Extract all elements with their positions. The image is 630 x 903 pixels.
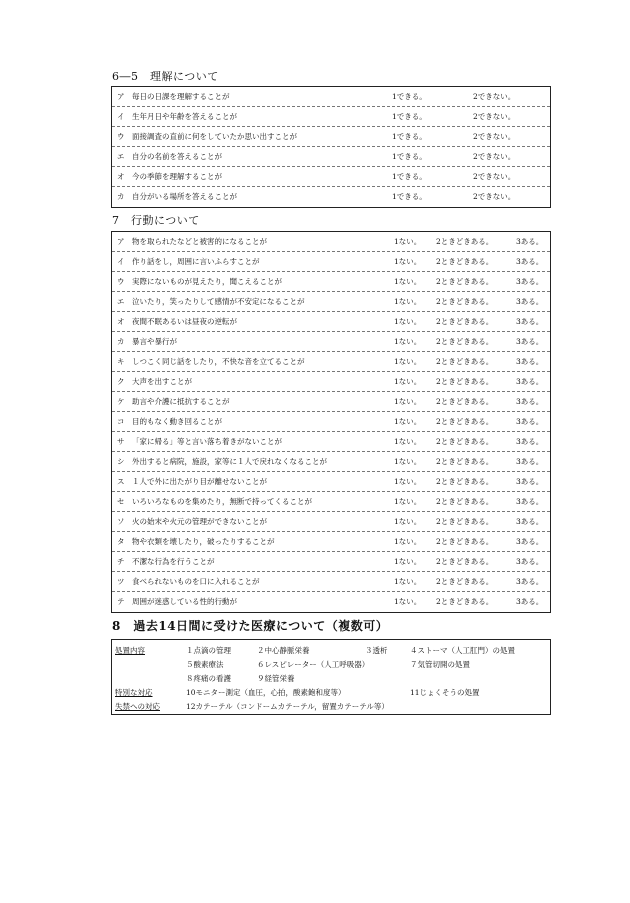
option-none[interactable]: 1ない。 xyxy=(394,477,422,486)
option-none[interactable]: 1ない。 xyxy=(394,257,422,266)
treatment-option-7[interactable]: ７気管切開の処置 xyxy=(410,660,470,669)
item-text: 自分の名前を答えることが xyxy=(132,152,222,161)
option-none[interactable]: 1ない。 xyxy=(394,457,422,466)
item-letter: オ xyxy=(117,172,125,181)
option-sometimes[interactable]: 2ときどきある。 xyxy=(436,317,494,326)
item-text: 「家に帰る」等と言い落ち着きがないことが xyxy=(132,437,282,446)
option-sometimes[interactable]: 2ときどきある。 xyxy=(436,517,494,526)
table-row xyxy=(112,147,550,167)
option-can[interactable]: 1できる。 xyxy=(392,132,427,141)
treatment-option-5[interactable]: ５酸素療法 xyxy=(186,660,224,669)
option-sometimes[interactable]: 2ときどきある。 xyxy=(436,337,494,346)
option-cannot[interactable]: 2できない。 xyxy=(473,132,516,141)
item-letter: ケ xyxy=(117,397,125,406)
item-text: いろいろなものを集めたり，無断で持ってくることが xyxy=(132,497,312,506)
option-none[interactable]: 1ない。 xyxy=(394,377,422,386)
treatment-option-9[interactable]: ９経管栄養 xyxy=(257,674,295,683)
table-row xyxy=(112,352,550,372)
option-sometimes[interactable]: 2ときどきある。 xyxy=(436,437,494,446)
table-row xyxy=(112,392,550,412)
special-care-label: 特別な対応 xyxy=(115,688,153,697)
item-text: 不潔な行為を行うことが xyxy=(132,557,215,566)
item-text: 今の季節を理解することが xyxy=(132,172,222,181)
option-sometimes[interactable]: 2ときどきある。 xyxy=(436,497,494,506)
option-sometimes[interactable]: 2ときどきある。 xyxy=(436,237,494,246)
item-text: 食べられないものを口に入れることが xyxy=(132,577,260,586)
item-letter: シ xyxy=(117,457,125,466)
option-yes[interactable]: 3ある。 xyxy=(516,557,544,566)
option-yes[interactable]: 3ある。 xyxy=(516,397,544,406)
option-cannot[interactable]: 2できない。 xyxy=(473,152,516,161)
item-letter: セ xyxy=(117,497,125,506)
option-can[interactable]: 1できる。 xyxy=(392,92,427,101)
option-can[interactable]: 1できる。 xyxy=(392,192,427,201)
option-none[interactable]: 1ない。 xyxy=(394,317,422,326)
option-yes[interactable]: 3ある。 xyxy=(516,437,544,446)
table-row xyxy=(112,167,550,187)
table-row xyxy=(112,272,550,292)
option-yes[interactable]: 3ある。 xyxy=(516,257,544,266)
item-letter: イ xyxy=(117,257,125,266)
option-yes[interactable]: 3ある。 xyxy=(516,517,544,526)
table-row xyxy=(112,187,550,207)
table-row xyxy=(112,532,550,552)
option-none[interactable]: 1ない。 xyxy=(394,497,422,506)
option-yes[interactable]: 3ある。 xyxy=(516,477,544,486)
option-sometimes[interactable]: 2ときどきある。 xyxy=(436,537,494,546)
table-row xyxy=(112,492,550,512)
item-text: 火の始末や火元の管理ができないことが xyxy=(132,517,267,526)
item-letter: ク xyxy=(117,377,125,386)
option-none[interactable]: 1ない。 xyxy=(394,237,422,246)
option-yes[interactable]: 3ある。 xyxy=(516,357,544,366)
special-option-10[interactable]: 10モニター測定（血圧，心拍，酸素飽和度等） xyxy=(186,688,346,697)
incontinence-option-12[interactable]: 12カテーテル（コンドームカテーテル，留置カテーテル等） xyxy=(186,702,389,711)
option-sometimes[interactable]: 2ときどきある。 xyxy=(436,277,494,286)
section-65-title: 6―5 理解について xyxy=(112,70,219,83)
option-sometimes[interactable]: 2ときどきある。 xyxy=(436,577,494,586)
option-cannot[interactable]: 2できない。 xyxy=(473,92,516,101)
item-letter: ス xyxy=(117,477,125,486)
option-yes[interactable]: 3ある。 xyxy=(516,597,544,606)
medical-care-box xyxy=(111,639,551,715)
item-letter: ウ xyxy=(117,277,125,286)
option-can[interactable]: 1できる。 xyxy=(392,152,427,161)
item-text: 物や衣類を壊したり，破ったりすることが xyxy=(132,537,275,546)
option-sometimes[interactable]: 2ときどきある。 xyxy=(436,457,494,466)
table-row xyxy=(112,372,550,392)
table-row xyxy=(112,127,550,147)
table-row xyxy=(112,312,550,332)
option-yes[interactable]: 3ある。 xyxy=(516,377,544,386)
option-sometimes[interactable]: 2ときどきある。 xyxy=(436,557,494,566)
option-none[interactable]: 1ない。 xyxy=(394,357,422,366)
option-none[interactable]: 1ない。 xyxy=(394,397,422,406)
table-row xyxy=(112,87,550,107)
item-text: 周囲が迷惑している性的行動が xyxy=(132,597,237,606)
treatment-option-8[interactable]: ８疼痛の看護 xyxy=(186,674,231,683)
option-cannot[interactable]: 2できない。 xyxy=(473,192,516,201)
option-none[interactable]: 1ない。 xyxy=(394,337,422,346)
item-letter: エ xyxy=(117,152,125,161)
table-row xyxy=(112,592,550,612)
table-row xyxy=(112,252,550,272)
item-letter: テ xyxy=(117,597,125,606)
item-letter: ア xyxy=(117,92,125,101)
option-cannot[interactable]: 2できない。 xyxy=(473,172,516,181)
section-8-title: 8 過去14日間に受けた医療について（複数可） xyxy=(112,619,389,633)
option-none[interactable]: 1ない。 xyxy=(394,577,422,586)
item-text: 自分がいる場所を答えることが xyxy=(132,192,237,201)
option-yes[interactable]: 3ある。 xyxy=(516,277,544,286)
option-sometimes[interactable]: 2ときどきある。 xyxy=(436,257,494,266)
behavior-table xyxy=(111,231,551,613)
item-text: 物を取られたなどと被害的になることが xyxy=(132,237,267,246)
item-letter: ツ xyxy=(117,577,125,586)
item-letter: カ xyxy=(117,192,125,201)
item-text: 大声を出すことが xyxy=(132,377,192,386)
item-letter: キ xyxy=(117,357,125,366)
treatment-option-3[interactable]: ３透析 xyxy=(365,646,388,655)
option-yes[interactable]: 3ある。 xyxy=(516,577,544,586)
item-letter: カ xyxy=(117,337,125,346)
option-can[interactable]: 1できる。 xyxy=(392,112,427,121)
table-row xyxy=(112,107,550,127)
treatment-option-6[interactable]: ６レスピレーター（人工呼吸器） xyxy=(257,660,370,669)
item-text: 夜間不眠あるいは昼夜の逆転が xyxy=(132,317,237,326)
table-row xyxy=(112,332,550,352)
option-sometimes[interactable]: 2ときどきある。 xyxy=(436,297,494,306)
item-text: 作り話をし，周囲に言いふらすことが xyxy=(132,257,260,266)
item-text: 助言や介護に抵抗することが xyxy=(132,397,230,406)
item-text: しつこく同じ話をしたり，不快な音を立てることが xyxy=(132,357,305,366)
item-letter: ウ xyxy=(117,132,125,141)
table-row xyxy=(112,232,550,252)
item-letter: ソ xyxy=(117,517,125,526)
option-yes[interactable]: 3ある。 xyxy=(516,537,544,546)
option-sometimes[interactable]: 2ときどきある。 xyxy=(436,597,494,606)
option-yes[interactable]: 3ある。 xyxy=(516,457,544,466)
option-yes[interactable]: 3ある。 xyxy=(516,237,544,246)
item-text: 目的もなく動き回ることが xyxy=(132,417,222,426)
option-none[interactable]: 1ない。 xyxy=(394,437,422,446)
option-can[interactable]: 1できる。 xyxy=(392,172,427,181)
item-letter: サ xyxy=(117,437,125,446)
option-none[interactable]: 1ない。 xyxy=(394,517,422,526)
option-none[interactable]: 1ない。 xyxy=(394,537,422,546)
item-letter: チ xyxy=(117,557,125,566)
option-cannot[interactable]: 2できない。 xyxy=(473,112,516,121)
table-row xyxy=(112,472,550,492)
option-yes[interactable]: 3ある。 xyxy=(516,297,544,306)
table-row xyxy=(112,572,550,592)
table-row xyxy=(112,412,550,432)
section-7-title: 7 行動について xyxy=(112,214,200,227)
option-sometimes[interactable]: 2ときどきある。 xyxy=(436,377,494,386)
treatment-label: 処置内容 xyxy=(115,646,145,655)
item-letter: エ xyxy=(117,297,125,306)
option-yes[interactable]: 3ある。 xyxy=(516,337,544,346)
item-text: 生年月日や年齢を答えることが xyxy=(132,112,237,121)
table-row xyxy=(112,292,550,312)
item-letter: イ xyxy=(117,112,125,121)
item-letter: ア xyxy=(117,237,125,246)
option-yes[interactable]: 3ある。 xyxy=(516,497,544,506)
treatment-option-1[interactable]: １点滴の管理 xyxy=(186,646,231,655)
treatment-option-4[interactable]: ４ストーマ（人工肛門）の処置 xyxy=(410,646,515,655)
option-sometimes[interactable]: 2ときどきある。 xyxy=(436,417,494,426)
option-sometimes[interactable]: 2ときどきある。 xyxy=(436,477,494,486)
table-row xyxy=(112,432,550,452)
item-text: 毎日の日課を理解することが xyxy=(132,92,230,101)
item-text: 外出すると病院，施設，家等に１人で戻れなくなることが xyxy=(132,457,327,466)
option-none[interactable]: 1ない。 xyxy=(394,297,422,306)
table-row xyxy=(112,512,550,532)
option-none[interactable]: 1ない。 xyxy=(394,417,422,426)
item-letter: オ xyxy=(117,317,125,326)
item-text: 実際にないものが見えたり，聞こえることが xyxy=(132,277,282,286)
table-row xyxy=(112,452,550,472)
special-option-11[interactable]: 11じょくそうの処置 xyxy=(410,688,480,697)
table-row xyxy=(112,552,550,572)
option-yes[interactable]: 3ある。 xyxy=(516,417,544,426)
understanding-table xyxy=(111,86,551,208)
item-text: 面接調査の直前に何をしていたか思い出すことが xyxy=(132,132,297,141)
option-sometimes[interactable]: 2ときどきある。 xyxy=(436,397,494,406)
item-letter: コ xyxy=(117,417,125,426)
item-text: 泣いたり，笑ったりして感情が不安定になることが xyxy=(132,297,305,306)
item-text: １人で外に出たがり目が離せないことが xyxy=(132,477,267,486)
option-sometimes[interactable]: 2ときどきある。 xyxy=(436,357,494,366)
option-yes[interactable]: 3ある。 xyxy=(516,317,544,326)
option-none[interactable]: 1ない。 xyxy=(394,557,422,566)
treatment-option-2[interactable]: ２中心静脈栄養 xyxy=(257,646,310,655)
incontinence-label: 失禁への対応 xyxy=(115,702,160,711)
option-none[interactable]: 1ない。 xyxy=(394,597,422,606)
item-letter: タ xyxy=(117,537,125,546)
item-text: 暴言や暴行が xyxy=(132,337,177,346)
option-none[interactable]: 1ない。 xyxy=(394,277,422,286)
